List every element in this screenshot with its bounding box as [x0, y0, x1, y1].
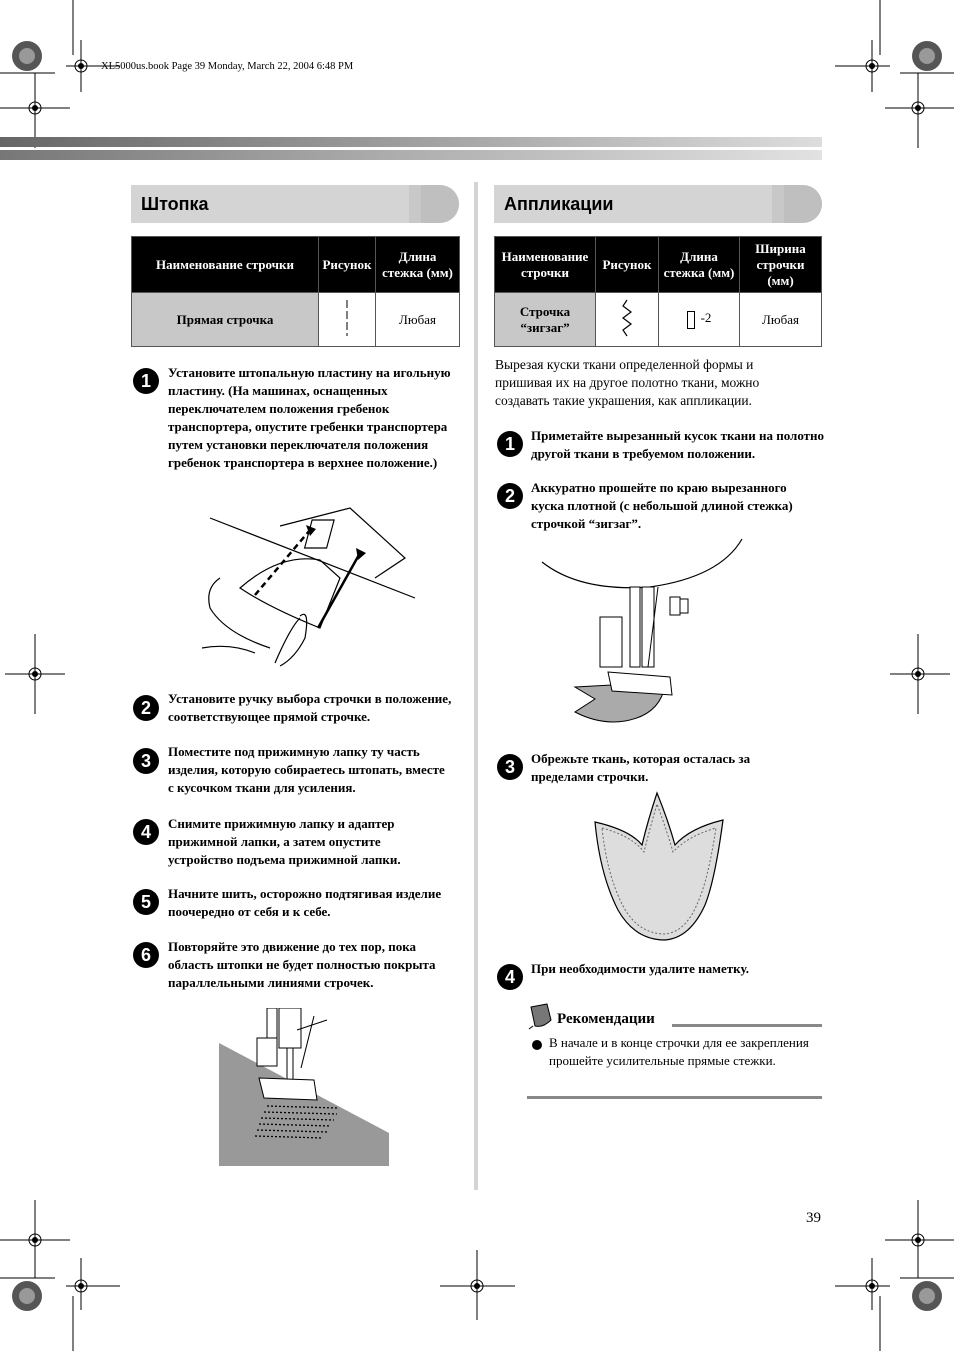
step-number: 3 — [133, 748, 159, 774]
step-text: Установите штопальную пластину на игольную пластину. (На машинах, оснащенных переключателем положения гребенок транспортера, опустите гребенки транспортера путем установки переключателя положения гребенок транспортера в верхнее положение.) — [168, 365, 451, 470]
step-number: 5 — [133, 889, 159, 915]
tips-title-rule — [672, 1024, 822, 1027]
step-text: Снимите прижимную лапку и адаптер прижимной лапки, а затем опустите устройство подъема прижимной лапки. — [168, 816, 401, 867]
stitch-length: Любая — [376, 293, 460, 347]
step-number: 4 — [497, 964, 523, 990]
step-text: Повторяйте это движение до тех пор, пока область штопки не будет полностью покрыта параллельными линиями строчек. — [168, 939, 436, 990]
stitch-name: Строчка “зигзаг” — [495, 293, 596, 347]
step-text: Поместите под прижимную лапку ту часть изделия, которую собираетесь штопать, вместе с кусочком ткани для усиления. — [168, 744, 445, 795]
zigzag-stitch-icon — [596, 293, 659, 347]
step-number: 1 — [133, 368, 159, 394]
stitch-length: -2 — [700, 310, 712, 326]
header-bar-bottom — [0, 150, 822, 160]
step-number: 2 — [133, 695, 159, 721]
col-header-name: Наименование строчки — [132, 237, 319, 293]
applique-stitching-illustration — [540, 537, 745, 727]
header-bar-top — [0, 137, 822, 147]
step-text: Приметайте вырезанный кусок ткани на полотно другой ткани в требуемом положении. — [531, 428, 825, 461]
step-number: 2 — [497, 483, 523, 509]
step-number: 4 — [133, 819, 159, 845]
applique-stitch-table — [494, 236, 822, 347]
stitch-name: Прямая строчка — [132, 293, 319, 347]
step-text: Аккуратно прошейте по краю вырезанного куска плотной (с небольшой длиной стежка) строчкой “зигзаг”. — [531, 480, 793, 531]
applique-intro: Вырезая куски ткани определенной формы и пришивая их на другое полотно ткани, можно создавать такие украшения, как аппликации. — [495, 357, 760, 408]
page-number: 39 — [806, 1210, 821, 1226]
step-text: При необходимости удалите наметку. — [531, 961, 749, 976]
tips-bottom-rule — [527, 1096, 822, 1099]
col-header-length: Длина стежка (мм) — [376, 237, 460, 293]
col-header-name: Наименование строчки — [495, 237, 596, 293]
section-title-applique: Аппликации — [494, 185, 822, 223]
straight-stitch-icon — [319, 293, 376, 347]
col-header-pattern: Рисунок — [319, 237, 376, 293]
note-icon — [527, 1002, 555, 1030]
column-divider — [474, 182, 478, 1190]
length-marker-icon — [687, 311, 695, 329]
step-text: Обрежьте ткань, которая осталась за пределами строчки. — [531, 751, 751, 784]
step-number: 6 — [133, 942, 159, 968]
stitch-width: Любая — [740, 293, 822, 347]
darning-stitch-table — [131, 236, 460, 347]
tips-item: В начале и в конце строчки для ее закрепления прошейте усилительные прямые стежки. — [549, 1035, 809, 1068]
file-meta: XL5000us.book Page 39 Monday, March 22, 2004 6:48 PM — [101, 61, 354, 72]
tulip-applique-illustration — [590, 790, 730, 945]
step-text: Установите ручку выбора строчки в положение, соответствующее прямой строчке. — [168, 691, 452, 724]
step-number: 1 — [497, 431, 523, 457]
step-number: 3 — [497, 754, 523, 780]
step-text: Начните шить, осторожно подтягивая изделие поочередно от себя и к себе. — [168, 886, 442, 919]
col-header-pattern: Рисунок — [596, 237, 659, 293]
darning-plate-illustration — [200, 498, 420, 668]
col-header-width: Ширина строчки (мм) — [740, 237, 822, 293]
section-title-darning: Штопка — [131, 185, 459, 223]
tips-title: Рекомендации — [557, 1011, 655, 1027]
stitch-length-cell — [659, 293, 740, 347]
bullet-icon — [532, 1040, 542, 1050]
darning-stitching-illustration — [219, 1008, 390, 1168]
col-header-length: Длина стежка (мм) — [659, 237, 740, 293]
